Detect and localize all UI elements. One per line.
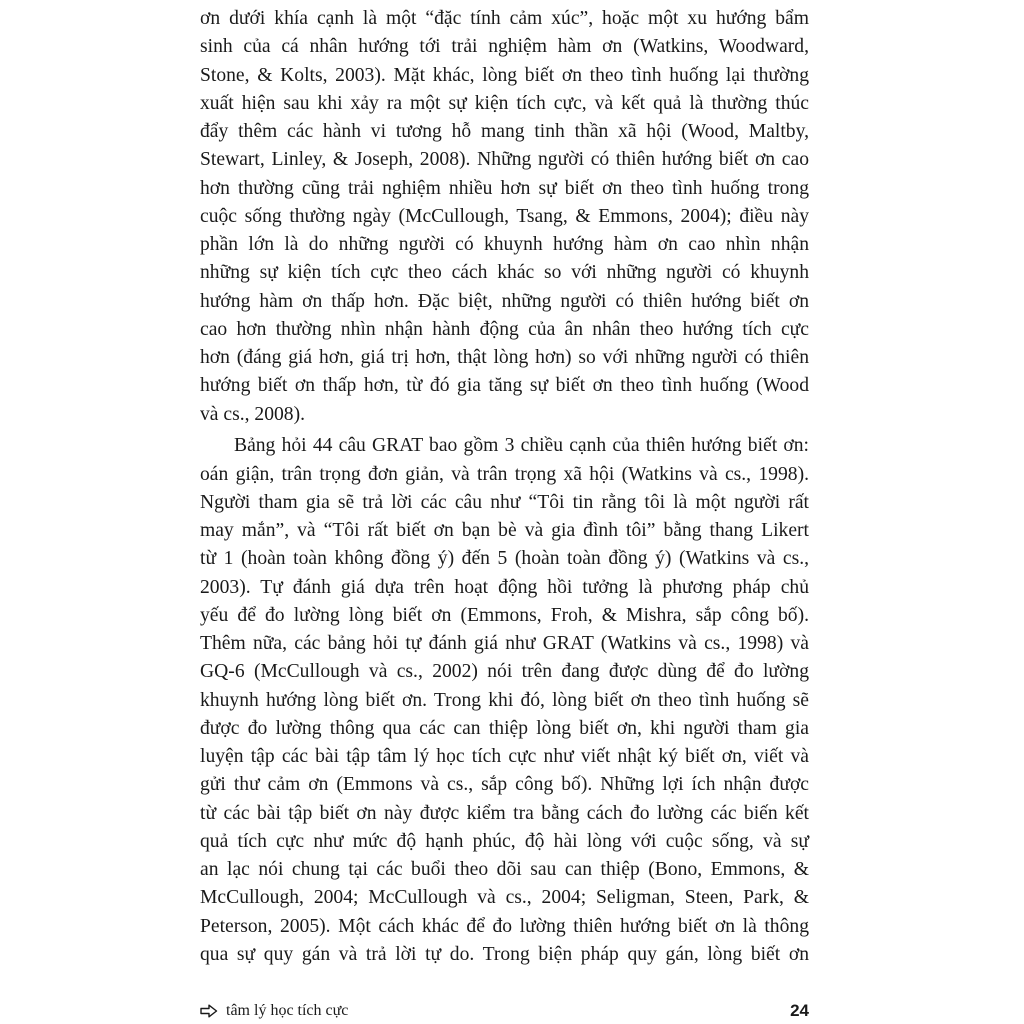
- page-footer: [200, 997, 809, 1024]
- text-line: Peterson, 2005). Một cách khác để đo lường thiên hướng biết ơn là thông: [200, 915, 809, 937]
- text-line: phần lớn là do những người có khuynh hướng hàm ơn cao nhìn nhận: [200, 234, 809, 255]
- text-line: oán giận, trân trọng đơn giản, và trân trọng xã hội (Watkins và cs., 1998).: [200, 463, 809, 485]
- text-line: cuộc sống thường ngày (McCullough, Tsang, & Emmons, 2004); điều này: [200, 205, 809, 227]
- text-line: qua sự quy gán và trả lời tự do. Trong biện pháp quy gán, lòng biết ơn: [200, 943, 809, 965]
- text-line: hơn (đáng giá hơn, giá trị hơn, thật lòng hơn) so với những người có thiên: [200, 347, 809, 368]
- text-line: luyện tập các bài tập tâm lý học tích cực như viết nhật ký biết ơn, viết và: [200, 746, 809, 767]
- text-line: từ các bài tập biết ơn này được kiểm tra bằng cách đo lường các biến kết: [200, 802, 809, 824]
- text-line: Thêm nữa, các bảng hỏi tự đánh giá như GRAT (Watkins và cs., 1998) và: [200, 633, 809, 654]
- text-line: 2003). Tự đánh giá dựa trên hoạt động hồi tưởng là phương pháp chủ: [200, 576, 809, 598]
- text-line: Stone, & Kolts, 2003). Mặt khác, lòng biết ơn theo tình huống lại thường: [200, 64, 809, 86]
- text-line: đẩy thêm các hành vi tương hỗ mang tinh thần xã hội (Wood, Maltby,: [200, 121, 809, 142]
- text-line: quả tích cực như mức độ hạnh phúc, độ hài lòng với cuộc sống, và sự: [200, 830, 809, 852]
- page-number: 24: [790, 1001, 809, 1020]
- text-line: Stewart, Linley, & Joseph, 2008). Những người có thiên hướng biết ơn cao: [200, 149, 809, 171]
- text-line: McCullough, 2004; McCullough và cs., 2004; Seligman, Steen, Park, &: [200, 887, 809, 909]
- text-line: hướng biết ơn thấp hơn, từ đó gia tăng sự biết ơn theo tình huống (Wood: [200, 375, 809, 397]
- text-line: may mắn”, và “Tôi rất biết ơn bạn bè và gia đình tôi” bằng thang Likert: [200, 520, 809, 541]
- text-line: từ 1 (hoàn toàn không đồng ý) đến 5 (hoàn toàn đồng ý) (Watkins và cs.,: [200, 548, 809, 570]
- book-title: tâm lý học tích cực: [226, 1002, 349, 1019]
- text-line: khuynh hướng lòng biết ơn. Trong khi đó, lòng biết ơn theo tình huống sẽ: [200, 689, 809, 711]
- text-line: hơn thường cũng trải nghiệm nhiều hơn sự biết ơn theo tình huống trong: [200, 177, 809, 199]
- text-line: Bảng hỏi 44 câu GRAT bao gồm 3 chiều cạnh của thiên hướng biết ơn:: [234, 435, 809, 457]
- text-line: cao hơn thường nhìn nhận hành động của ân nhân theo hướng tích cực: [200, 318, 809, 340]
- text-line: an lạc nói chung tại các buổi theo dõi sau can thiệp (Bono, Emmons, &: [200, 859, 809, 880]
- text-line: được đo lường thông qua các can thiệp lòng biết ơn, khi người tham gia: [200, 717, 809, 739]
- arrow-right-icon: [200, 1004, 218, 1018]
- text-line: hướng hàm ơn thấp hơn. Đặc biệt, những người có thiên hướng biết ơn: [200, 290, 809, 312]
- text-line: những sự kiện tích cực theo cách khác so với những người có khuynh: [200, 262, 809, 284]
- running-footer: [200, 997, 348, 1024]
- text-line: sinh của cá nhân hướng tới trải nghiệm hàm ơn (Watkins, Woodward,: [200, 36, 809, 58]
- text-line: yếu để đo lường lòng biết ơn (Emmons, Froh, & Mishra, sắp công bố).: [200, 604, 809, 626]
- text-line: Người tham gia sẽ trả lời các câu như “Tôi tin rằng tôi là một người rất: [200, 491, 809, 513]
- text-line: và cs., 2008).: [200, 403, 306, 425]
- text-line: gửi thư cảm ơn (Emmons và cs., sắp công bố). Những lợi ích nhận được: [200, 774, 809, 796]
- text-line: ơn dưới khía cạnh là một “đặc tính cảm xúc”, hoặc một xu hướng bẩm: [200, 8, 809, 29]
- text-line: GQ-6 (McCullough và cs., 2002) nói trên đang được dùng để đo lường: [200, 661, 809, 683]
- body-text: [200, 5, 809, 969]
- text-line: xuất hiện sau khi xảy ra một sự kiện tích cực, và kết quả là thường thúc: [200, 92, 809, 114]
